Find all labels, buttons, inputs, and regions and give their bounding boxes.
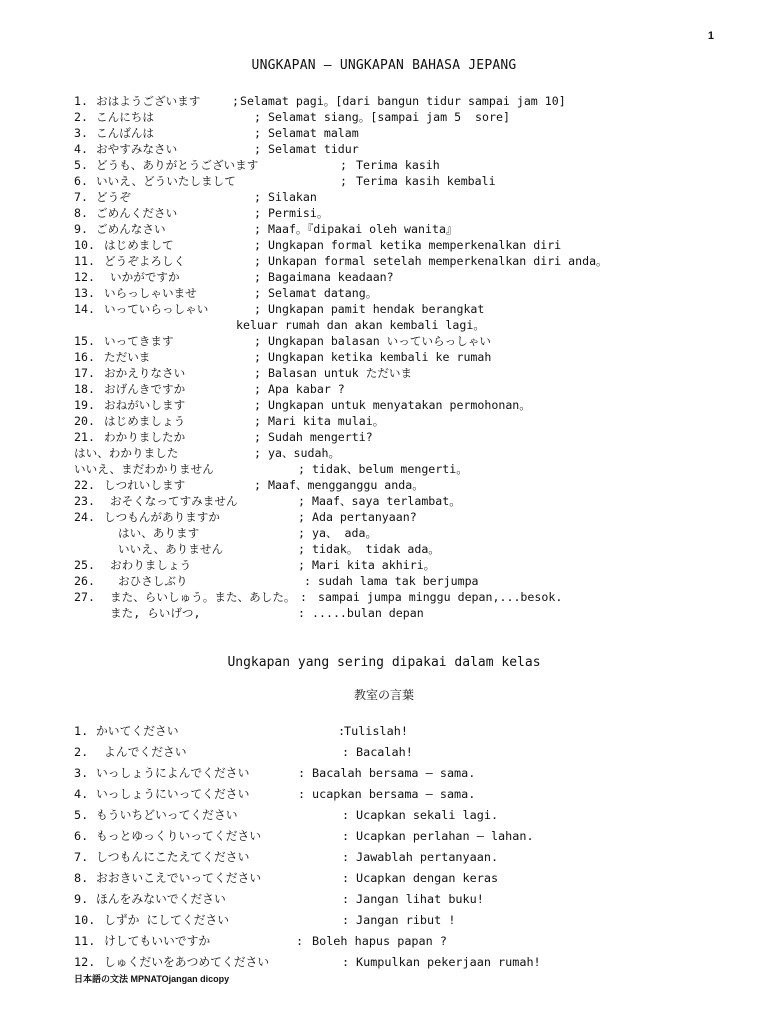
item-number: 22. (74, 478, 95, 492)
japanese-phrase: いっていらっしゃい (104, 302, 209, 316)
japanese-phrase: いらっしゃいませ (104, 286, 197, 300)
item-number: 14. (74, 302, 95, 316)
japanese-phrase: いいえ、まだわかりません (74, 462, 214, 476)
indonesian-meaning: sampai jumpa minggu depan,...besok. (318, 590, 563, 604)
indonesian-meaning: Jangan ribut ! (356, 913, 456, 927)
indonesian-meaning: Bacalah bersama – sama. (312, 766, 476, 780)
separator: ; (254, 238, 261, 252)
japanese-phrase: はい、わかりました (74, 446, 179, 460)
indonesian-meaning: Ungkapan ketika kembali ke rumah (268, 350, 492, 364)
indonesian-meaning: Ungkapan untuk menyatakan permohonan。 (268, 398, 531, 412)
item-number: 20. (74, 414, 95, 428)
japanese-phrase: かいてください (96, 724, 179, 738)
japanese-phrase: ほんをみないでください (96, 892, 226, 906)
japanese-phrase: おはようございます (96, 94, 201, 108)
japanese-phrase: こんにちは (96, 110, 154, 124)
item-number: 10. (74, 913, 96, 927)
japanese-phrase: おわりましょう (110, 558, 192, 572)
japanese-phrase: おおきいこえでいってください (96, 871, 262, 885)
indonesian-meaning: Ucapkan perlahan – lahan. (356, 829, 534, 843)
item-number: 24. (74, 510, 95, 524)
japanese-phrase: いいえ、ありません (118, 542, 224, 556)
indonesian-meaning: Selamat pagi。[dari bangun tidur sampai jam 10] (240, 94, 566, 108)
japanese-phrase: また、らいしゅう。また、あした。 (110, 590, 296, 604)
separator: ; (254, 414, 261, 428)
indonesian-meaning: tidak。 tidak ada。 (312, 542, 440, 556)
japanese-phrase: はじめましょう (104, 414, 186, 428)
separator: ; (298, 542, 305, 556)
indonesian-meaning: Selamat malam (268, 126, 359, 140)
japanese-phrase: わかりましたか (104, 430, 186, 444)
indonesian-meaning: Maaf。『dipakai oleh wanita』 (268, 222, 458, 236)
separator: ; (254, 446, 261, 460)
indonesian-meaning: Selamat datang。 (268, 286, 378, 300)
item-number: 11. (74, 254, 95, 268)
japanese-phrase: いっしょうにいってください (96, 787, 250, 801)
item-number: 16. (74, 350, 95, 364)
japanese-phrase: おそくなってすみません (110, 494, 238, 508)
separator: : (342, 850, 350, 864)
indonesian-meaning: Selamat tidur (268, 142, 359, 156)
indonesian-meaning: Ucapkan dengan keras (356, 871, 499, 885)
indonesian-meaning: Selamat siang。[sampai jam 5 sore] (268, 110, 510, 124)
separator: ; (340, 174, 347, 188)
item-number: 4. (74, 142, 88, 156)
item-number: 11. (74, 934, 96, 948)
japanese-phrase: もっとゆっくりいってください (96, 829, 262, 843)
separator: ; (254, 334, 261, 348)
separator: ; (254, 254, 261, 268)
separator: : (338, 724, 346, 738)
indonesian-meaning: Mari kita akhiri。 (312, 558, 436, 572)
item-number: 9. (74, 222, 88, 236)
item-number: 25. (74, 558, 95, 572)
separator: ; (254, 350, 261, 364)
indonesian-meaning: Mari kita mulai。 (268, 414, 385, 428)
section-subtitle: Ungkapan yang sering dipakai dalam kelas (227, 655, 541, 670)
separator: ; (254, 478, 261, 492)
indonesian-meaning: Maaf、mengganggu anda。 (268, 478, 424, 492)
separator: ; (254, 190, 261, 204)
separator: ; (254, 302, 261, 316)
japanese-phrase: しつもんにこたえてください (96, 850, 250, 864)
indonesian-meaning: tidak、belum mengerti。 (312, 462, 468, 476)
item-number: 5. (74, 808, 89, 822)
section-subtitle-japanese: 教室の言葉 (353, 688, 414, 702)
separator: : (300, 590, 307, 604)
indonesian-meaning: Ungkapan pamit hendak berangkat (268, 302, 485, 316)
japanese-phrase: いっしょうによんでください (96, 766, 250, 780)
item-number: 8. (74, 206, 88, 220)
separator: ; (340, 158, 347, 172)
separator: ; (254, 430, 261, 444)
japanese-phrase: ただいま (104, 350, 151, 364)
japanese-phrase: ごめんなさい (96, 222, 166, 236)
separator: : (342, 745, 350, 759)
item-number: 5. (74, 158, 88, 172)
separator: : (342, 913, 350, 927)
separator: ; (254, 366, 261, 380)
indonesian-meaning: keluar rumah dan akan kembali lagi。 (236, 318, 485, 332)
separator: : (342, 808, 350, 822)
indonesian-meaning: Ucapkan sekali lagi. (356, 808, 499, 822)
indonesian-meaning: ya、sudah。 (268, 446, 341, 460)
indonesian-meaning: Boleh hapus papan ? (312, 934, 447, 948)
japanese-phrase: けしてもいいですか (104, 934, 211, 948)
separator: ; (298, 510, 305, 524)
item-number: 21. (74, 430, 95, 444)
separator: : (342, 829, 350, 843)
item-number: 4. (74, 787, 89, 801)
item-number: 12. (74, 955, 96, 969)
item-number: 6. (74, 829, 89, 843)
japanese-phrase: しずか にしてください (104, 913, 230, 927)
indonesian-meaning: Ungkapan formal ketika memperkenalkan diri (268, 238, 562, 252)
separator: ; (254, 286, 261, 300)
separator: : (342, 892, 350, 906)
japanese-phrase: おかえりなさい (104, 366, 186, 380)
item-number: 1. (74, 94, 88, 108)
japanese-phrase: しつもんがありますか (104, 510, 220, 524)
indonesian-meaning: Silakan (268, 190, 317, 204)
indonesian-meaning: .....bulan depan (312, 606, 424, 620)
indonesian-meaning: Bagaimana keadaan? (268, 270, 394, 284)
japanese-phrase: もういちどいってください (96, 808, 238, 822)
japanese-phrase: おひさしぶり (118, 574, 188, 588)
japanese-phrase: おねがいします (104, 398, 186, 412)
separator: ; (298, 462, 305, 476)
indonesian-meaning: Tulislah! (344, 724, 408, 738)
separator: : (296, 934, 304, 948)
item-number: 19. (74, 398, 95, 412)
item-number: 7. (74, 850, 89, 864)
separator: : (342, 955, 350, 969)
japanese-phrase: ごめんください (96, 206, 178, 220)
japanese-phrase: おやすみなさい (96, 142, 178, 156)
indonesian-meaning: Terima kasih kembali (356, 174, 496, 188)
japanese-phrase: いかがですか (110, 270, 180, 284)
item-number: 17. (74, 366, 95, 380)
indonesian-meaning: Ungkapan balasan いっていらっしゃい (268, 334, 492, 348)
indonesian-meaning: Sudah mengerti? (268, 430, 373, 444)
japanese-phrase: こんばんは (96, 126, 154, 140)
separator: ; (254, 142, 261, 156)
separator: ; (298, 526, 305, 540)
page-number: 1 (707, 30, 714, 42)
item-number: 23. (74, 494, 95, 508)
indonesian-meaning: ya、 ada。 (312, 526, 378, 540)
separator: ; (254, 206, 261, 220)
indonesian-meaning: Jangan lihat buku! (356, 892, 484, 906)
separator: : (298, 606, 305, 620)
separator: ; (254, 382, 261, 396)
japanese-phrase: どうぞよろしく (104, 254, 186, 268)
japanese-phrase: また, らいげつ, (110, 606, 201, 620)
item-number: 9. (74, 892, 89, 906)
indonesian-meaning: Terima kasih (356, 158, 440, 172)
item-number: 15. (74, 334, 95, 348)
separator: : (342, 871, 350, 885)
indonesian-meaning: sudah lama tak berjumpa (318, 574, 479, 588)
item-number: 7. (74, 190, 88, 204)
separator: ; (254, 398, 261, 412)
separator: : (298, 787, 306, 801)
japanese-phrase: はい、あります (118, 526, 200, 540)
indonesian-meaning: Kumpulkan pekerjaan rumah! (356, 955, 541, 969)
indonesian-meaning: Ada pertanyaan? (312, 510, 417, 524)
separator: ; (254, 270, 261, 284)
separator: ; (254, 222, 261, 236)
japanese-phrase: しつれいします (104, 478, 186, 492)
item-number: 26. (74, 574, 95, 588)
item-number: 27. (74, 590, 95, 604)
item-number: 12. (74, 270, 95, 284)
footer-note: 日本語の文法 MPNATOjangan dicopy (74, 974, 230, 984)
separator: ; (254, 110, 261, 124)
separator: ; (298, 558, 305, 572)
indonesian-meaning: Bacalah! (356, 745, 413, 759)
separator: ; (298, 494, 305, 508)
indonesian-meaning: Unkapan formal setelah memperkenalkan diri anda。 (268, 254, 608, 268)
separator: ; (254, 126, 261, 140)
separator: : (298, 766, 306, 780)
item-number: 3. (74, 766, 89, 780)
indonesian-meaning: Maaf、saya terlambat。 (312, 494, 461, 508)
item-number: 18. (74, 382, 95, 396)
indonesian-meaning: ucapkan bersama – sama. (312, 787, 476, 801)
japanese-phrase: どうも、ありがとうございます (96, 158, 259, 172)
item-number: 8. (74, 871, 89, 885)
indonesian-meaning: Apa kabar ? (268, 382, 345, 396)
japanese-phrase: いってきます (104, 334, 174, 348)
indonesian-meaning: Balasan untuk ただいま (268, 366, 413, 380)
page-title: UNGKAPAN – UNGKAPAN BAHASA JEPANG (251, 58, 517, 73)
japanese-phrase: よんでください (104, 745, 187, 759)
item-number: 1. (74, 724, 89, 738)
item-number: 13. (74, 286, 95, 300)
japanese-phrase: どうぞ (96, 190, 131, 204)
item-number: 3. (74, 126, 88, 140)
japanese-phrase: はじめまして (104, 238, 174, 252)
item-number: 10. (74, 238, 95, 252)
indonesian-meaning: Jawablah pertanyaan. (356, 850, 499, 864)
indonesian-meaning: Permisi。 (268, 206, 329, 220)
item-number: 6. (74, 174, 88, 188)
japanese-phrase: おげんきですか (104, 382, 186, 396)
separator: : (304, 574, 311, 588)
japanese-phrase: いいえ、どういたしまして (96, 174, 236, 188)
japanese-phrase: しゅくだいをあつめてください (104, 955, 270, 969)
item-number: 2. (74, 745, 89, 759)
item-number: 2. (74, 110, 88, 124)
separator: ; (232, 94, 239, 108)
